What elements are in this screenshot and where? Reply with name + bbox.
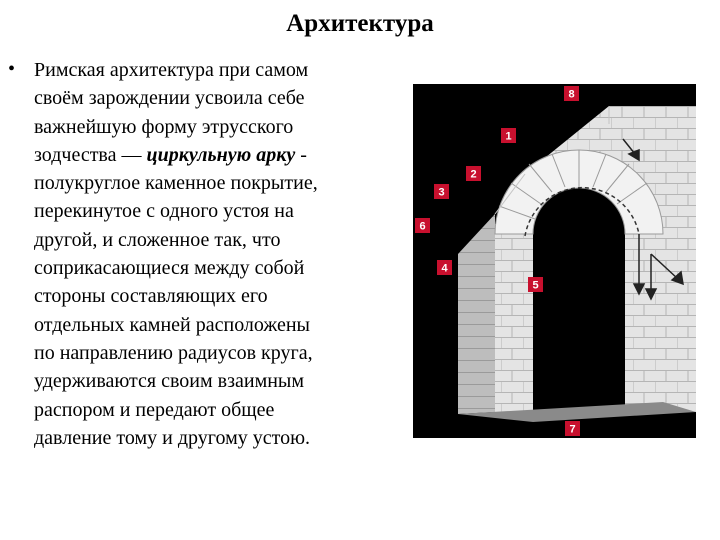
- text-emphasis: циркульную арку: [146, 143, 296, 166]
- svg-text:7: 7: [569, 423, 576, 436]
- marker-6: [415, 218, 430, 233]
- pier-front: [495, 224, 533, 412]
- svg-text:4: 4: [441, 262, 448, 275]
- text-after: - полукруглое каменное покрытие, перекинутое с одного устоя на другой, и сложенное так, что соприкасающиеся между собой стороны составляющих его отдельных камней расположены по направлению радиусов круга, удерживаются своим взаимным распором и передают общее давление тому и другому устою.: [34, 143, 318, 449]
- arch-opening: [533, 188, 625, 412]
- marker-1: [501, 128, 516, 143]
- marker-2: [466, 166, 481, 181]
- svg-text:3: 3: [438, 186, 445, 199]
- svg-text:5: 5: [532, 279, 539, 292]
- svg-text:2: 2: [470, 168, 477, 181]
- svg-text:1: 1: [505, 130, 512, 143]
- marker-4: [437, 260, 452, 275]
- bullet-icon: •: [8, 58, 16, 80]
- body-paragraph: [34, 56, 414, 452]
- svg-text:6: 6: [419, 220, 426, 233]
- marker-8: [564, 86, 579, 101]
- arch-diagram: [413, 84, 696, 438]
- text-before: Римская архитектура при самом своём зарождении усвоила себе важнейшую форму этрусского зодчества —: [34, 59, 309, 166]
- slide-title: Архитектура: [286, 10, 434, 37]
- marker-7: [565, 421, 580, 436]
- arch-illustration: [413, 84, 696, 438]
- pier-side: [458, 214, 495, 414]
- svg-text:8: 8: [568, 88, 575, 101]
- marker-5: [528, 277, 543, 292]
- marker-3: [434, 184, 449, 199]
